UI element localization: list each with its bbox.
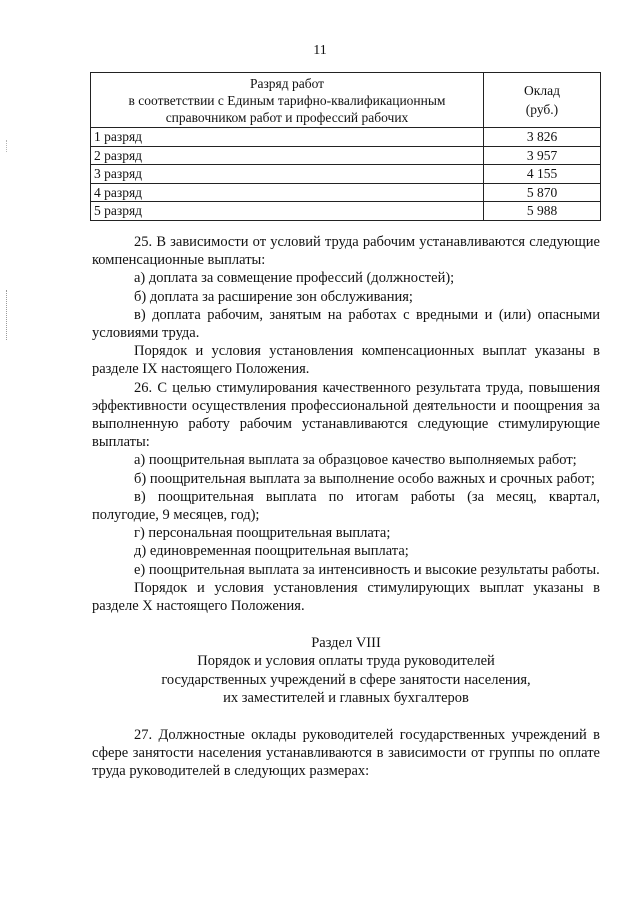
salary-column-header bbox=[484, 73, 601, 128]
grade-cell: 2 разряд bbox=[91, 146, 484, 165]
grade-cell: 5 разряд bbox=[91, 202, 484, 221]
grade-header-line: справочником работ и профессий рабочих bbox=[165, 110, 409, 125]
grade-header-line: в соответствии с Единым тарифно-квалификационным bbox=[128, 93, 446, 108]
section-title-line: Порядок и условия оплаты труда руководителей bbox=[197, 653, 495, 670]
clause-25-item: в) доплата рабочим, занятым на работах с вредными и (или) опасными условиями труда. bbox=[92, 306, 600, 342]
clause-26-item: д) единовременная поощрительная выплата; bbox=[134, 543, 409, 560]
clause-26-intro: 26. С целью стимулирования качественного результата труда, повышения эффективности осуществления профессиональной деятельности и поощрения за выполненную работу рабочим устанавливаются следующие стимулирующие выплаты: bbox=[92, 379, 600, 451]
grade-cell: 1 разряд bbox=[91, 128, 484, 147]
scan-margin-marks bbox=[6, 140, 9, 152]
grade-salary-table bbox=[90, 72, 601, 221]
clause-25-item: а) доплата за совмещение профессий (должностей); bbox=[134, 270, 455, 287]
clause-27-text: 27. Должностные оклады руководителей государственных учреждений в сфере занятости населения устанавливаются в зависимости от группы по оплате труда руководителей в следующих размерах: bbox=[92, 727, 600, 780]
grade-cell: 3 разряд bbox=[91, 165, 484, 184]
clause-25-intro: 25. В зависимости от условий труда рабочим устанавливаются следующие компенсационные выплаты: bbox=[92, 234, 600, 269]
grade-column-header bbox=[91, 73, 484, 128]
scan-margin-marks bbox=[6, 290, 11, 340]
clause-26-order: Порядок и условия установления стимулирующих выплат указаны в разделе X настоящего Положения. bbox=[92, 579, 600, 615]
clause-26-item: г) персональная поощрительная выплата; bbox=[134, 525, 391, 542]
clause-25-item: б) доплата за расширение зон обслуживания; bbox=[134, 288, 413, 305]
table-row bbox=[91, 202, 601, 221]
table-row bbox=[91, 146, 601, 165]
document-body bbox=[92, 233, 600, 781]
clause-26-item: б) поощрительная выплата за выполнение особо важных и срочных работ; bbox=[134, 470, 595, 487]
salary-header-line: Оклад bbox=[524, 83, 560, 98]
salary-cell: 4 155 bbox=[484, 165, 601, 184]
grade-header-line: Разряд работ bbox=[249, 76, 325, 91]
salary-cell: 5 988 bbox=[484, 202, 601, 221]
clause-26-item: в) поощрительная выплата по итогам работы (за месяц, квартал, полугодие, 9 месяцев, год); bbox=[92, 488, 600, 524]
table-header-row bbox=[91, 73, 601, 128]
salary-cell: 5 870 bbox=[484, 183, 601, 202]
salary-header-line: (руб.) bbox=[525, 102, 559, 117]
clause-25-order: Порядок и условия установления компенсационных выплат указаны в разделе IX настоящего Положения. bbox=[92, 343, 600, 378]
section-label: Раздел VIII bbox=[311, 635, 381, 652]
table-row bbox=[91, 183, 601, 202]
grade-cell: 4 разряд bbox=[91, 183, 484, 202]
table-row bbox=[91, 128, 601, 147]
clause-26-item: е) поощрительная выплата за интенсивность и высокие результаты работы. bbox=[134, 561, 600, 578]
salary-cell: 3 957 bbox=[484, 146, 601, 165]
page-number: 11 bbox=[313, 43, 327, 58]
section-title-line: их заместителей и главных бухгалтеров bbox=[223, 689, 469, 706]
table-row bbox=[91, 165, 601, 184]
section-title-line: государственных учреждений в сфере занятости населения, bbox=[161, 671, 531, 688]
clause-26-item: а) поощрительная выплата за образцовое качество выполняемых работ; bbox=[134, 452, 577, 469]
salary-cell: 3 826 bbox=[484, 128, 601, 147]
